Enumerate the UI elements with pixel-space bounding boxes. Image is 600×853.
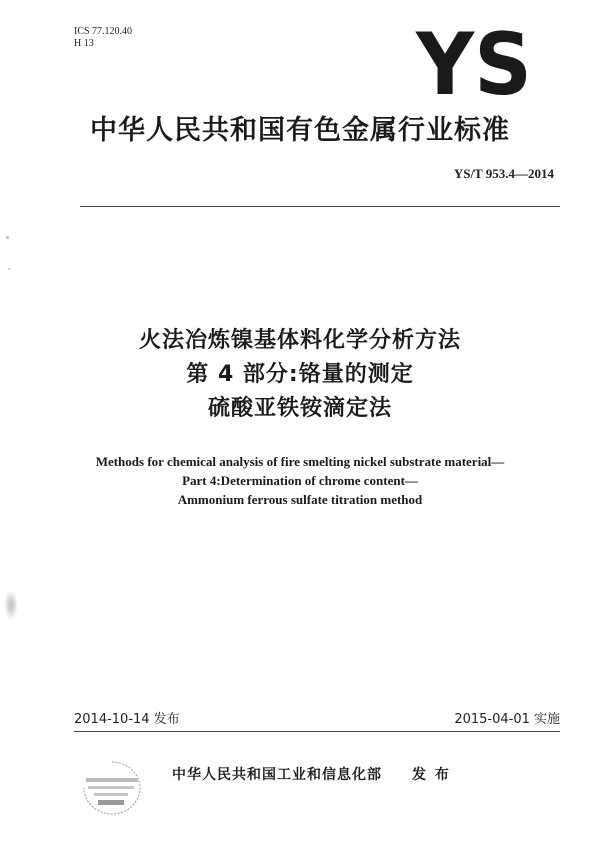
top-divider	[80, 206, 560, 207]
ys-logo-text: YS	[415, 24, 532, 104]
title-cn-block	[0, 324, 600, 426]
title-cn-line2: 第 4 部分:铬量的测定	[186, 362, 414, 387]
issuing-authority: 中华人民共和国工业和信息化部	[172, 767, 382, 783]
implementation-date: 2015-04-01 实施	[454, 712, 560, 727]
title-en-line2: Part 4:Determination of chrome content—	[182, 473, 418, 488]
classification-codes	[74, 26, 132, 50]
scan-speck	[6, 236, 9, 239]
organization-title: 中华人民共和国有色金属行业标准	[90, 115, 510, 146]
release-date: 2014-10-14 发布	[74, 712, 180, 727]
title-en-block	[0, 452, 600, 509]
title-en-line1: Methods for chemical analysis of fire smelting nickel substrate material—	[95, 454, 505, 469]
title-cn-line1: 火法冶炼镍基体料化学分析方法	[138, 328, 461, 353]
scan-speck	[4, 590, 18, 620]
standard-number: YS/T 953.4—2014	[453, 166, 554, 181]
scan-speck	[8, 268, 10, 270]
ics-code: ICS 77.120.40	[74, 26, 133, 37]
ys-logo	[415, 24, 533, 104]
title-en-line3: Ammonium ferrous sulfate titration method	[177, 492, 423, 507]
title-cn-line3: 硫酸亚铁铵滴定法	[207, 396, 392, 421]
ccs-code: H 13	[74, 38, 94, 49]
bottom-divider	[74, 731, 560, 732]
issue-label: 发 布	[412, 767, 451, 783]
library-stamp-icon	[76, 758, 148, 818]
